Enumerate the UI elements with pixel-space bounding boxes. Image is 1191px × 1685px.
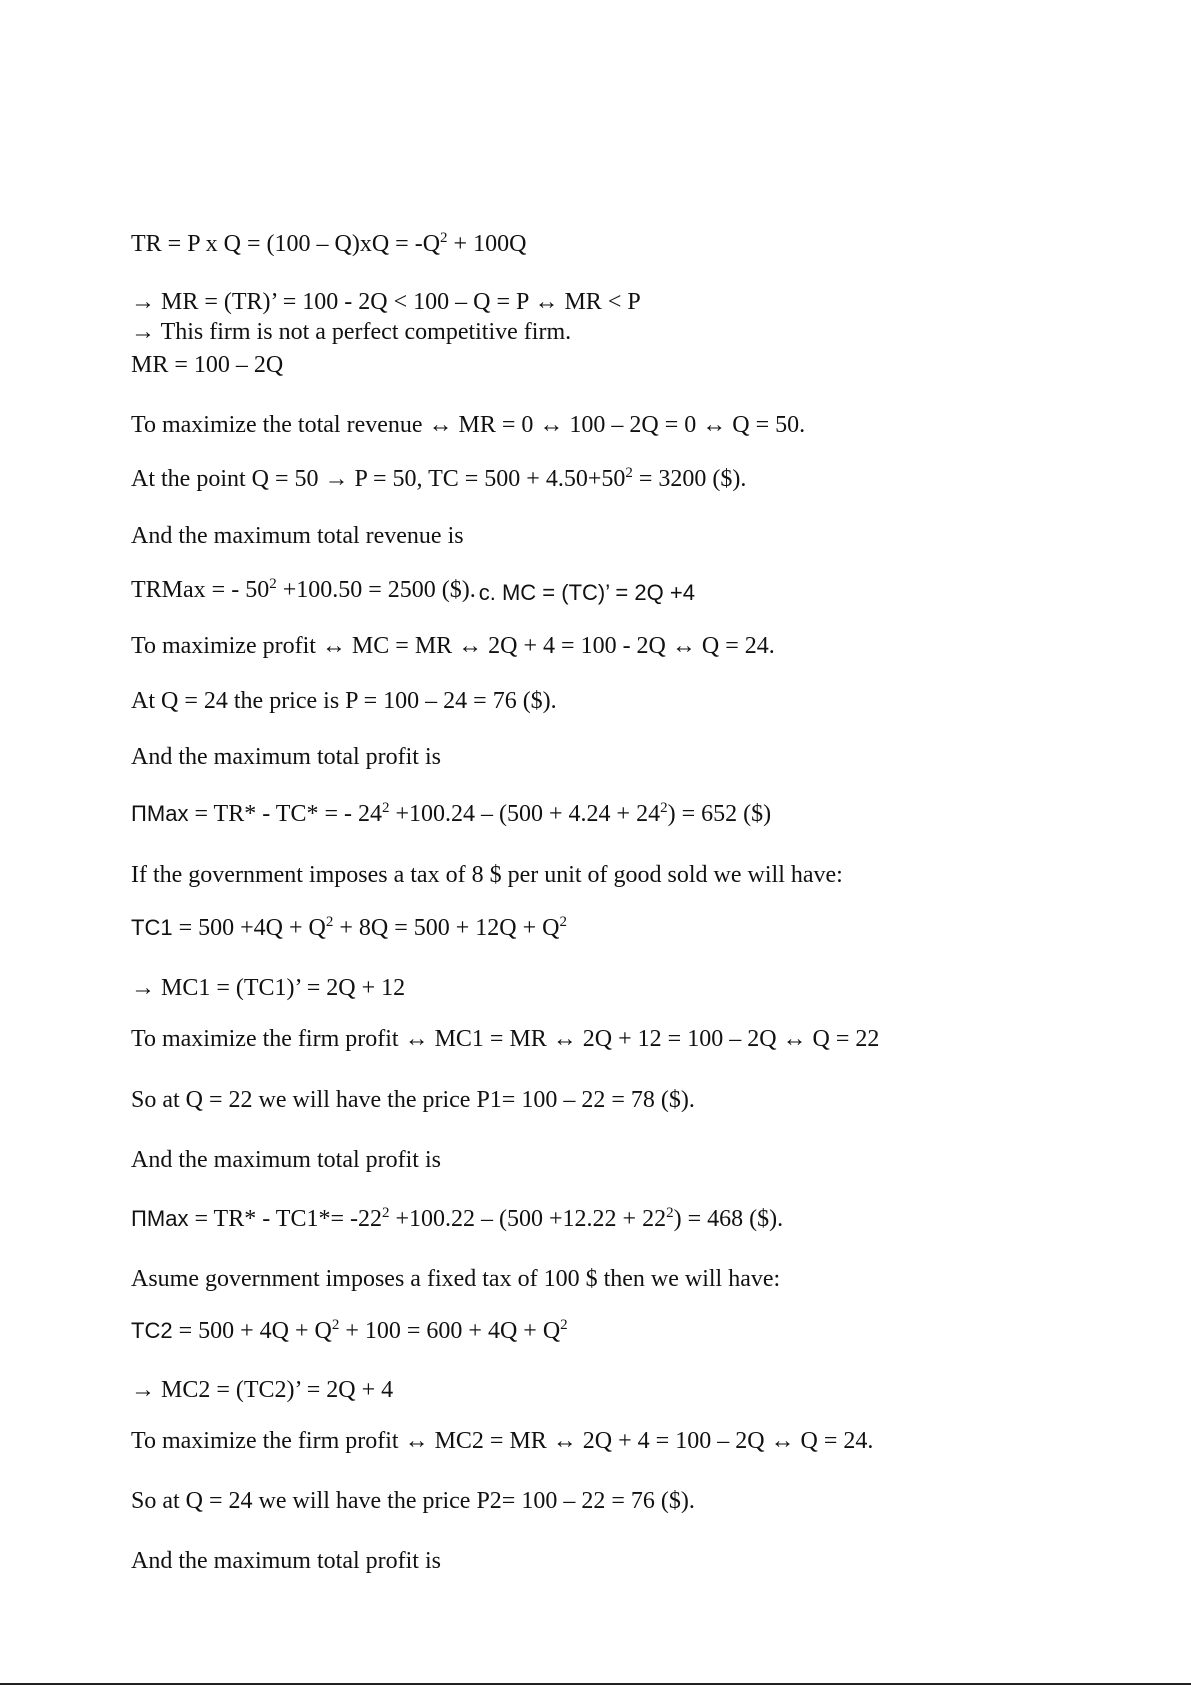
tc1-equation: $TC1 = 500 +4Q + Q^2 + 8Q = 500 + 12Q + Q^2$ xyxy=(131,914,567,941)
tr-max-equation: TRMax = - $50^2 +100.50 = 2500$ ($). c. MC = (TC)’ = 2Q +4 xyxy=(131,576,695,605)
max-profit-heading: And the maximum total profit is xyxy=(131,744,441,770)
maximize-revenue-condition: To maximize the total revenue ↔ MR = 0 ↔ 100 – 2Q = 0 ↔ Q = 50. xyxy=(131,412,806,438)
mr-equation: MR = 100 – 2Q xyxy=(131,352,284,378)
mc-equation: c. MC = (TC)’ = 2Q +4 xyxy=(478,580,695,605)
maximize-profit-fixed-tax-condition: To maximize the firm profit ↔ MC2 = MR ↔ 2Q + 4 = 100 – 2Q ↔ Q = 24. xyxy=(131,1428,874,1454)
max-profit-heading-3: And the maximum total profit is xyxy=(131,1548,441,1574)
max-profit-heading-2: And the maximum total profit is xyxy=(131,1147,441,1173)
mc1-equation: → MC1 = (TC1)’ = 2Q + 12 xyxy=(131,975,406,1001)
per-unit-tax-statement: If the government imposes a tax of 8 $ per unit of good sold we will have: xyxy=(131,862,843,888)
price-p2: So at Q = 24 we will have the price P2= 100 – 22 = 76 ($). xyxy=(131,1488,695,1514)
firm-conclusion: → This firm is not a perfect competitive firm. xyxy=(131,319,572,345)
fixed-tax-statement: Asume government imposes a fixed tax of 100 $ then we will have: xyxy=(131,1266,781,1292)
profit-max-tax-equation: $\Pi Max = TR* - TC1*= -22^2 +100.22 - (500 +12.22 + 22^2) = 468$ ($). xyxy=(131,1205,784,1232)
tr-equation: TR = P x $Q = (100 - Q)xQ = -Q^2 + 100Q$ xyxy=(131,230,527,257)
tc2-equation: $TC2 = 500 + 4Q + Q^2 + 100 = 600 + 4Q + Q^2$ xyxy=(131,1317,568,1344)
max-revenue-heading: And the maximum total revenue is xyxy=(131,523,464,549)
maximize-profit-condition: To maximize profit ↔ MC = MR ↔ 2Q + 4 = 100 - 2Q ↔ Q = 24. xyxy=(131,633,775,659)
maximize-profit-tax-condition: To maximize the firm profit ↔ MC1 = MR ↔ 2Q + 12 = 100 – 2Q ↔ Q = 22 xyxy=(131,1026,880,1052)
point-q50: At the point Q = 50 → P = 50, TC = $500 + 4.50+50^2 = 3200$ ($). xyxy=(131,465,747,492)
price-p1: So at Q = 22 we will have the price P1= 100 – 22 = 78 ($). xyxy=(131,1087,695,1113)
profit-max-equation: ΠMax = TR* - TC* = - $24^2 +100.24 - (500 + 4.24 + 24^2) = 652$ ($) xyxy=(131,800,772,827)
mc2-equation: → MC2 = (TC2)’ = 2Q + 4 xyxy=(131,1377,394,1403)
mr-derivation: → MR = (TR)’ = 100 - 2Q < 100 – Q = P ↔ MR < P xyxy=(131,289,641,315)
price-at-q24: At Q = 24 the price is P = 100 – 24 = 76 ($). xyxy=(131,688,557,714)
